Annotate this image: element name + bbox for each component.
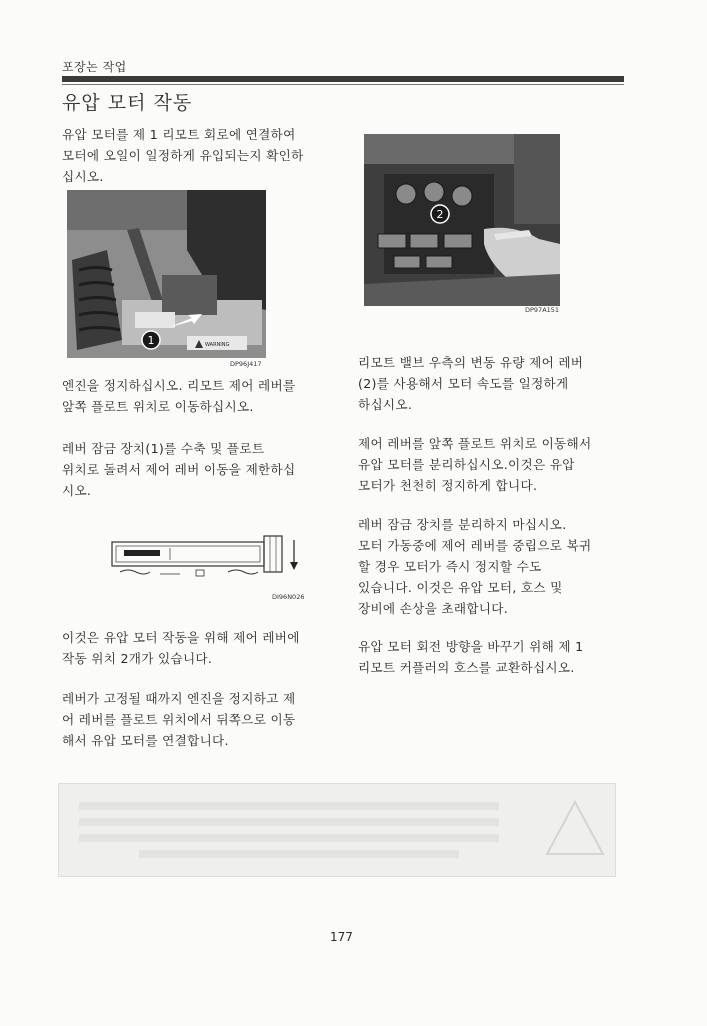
intro-paragraph: 유압 모터를 제 1 리모트 회로에 연결하여 모터에 오일이 일정하게 유입되는지 확인하 십시오. (62, 127, 304, 184)
caution-paragraph: 레버 잠금 장치를 분리하지 마십시오. 모터 가동중에 제어 레버를 중립으로 복귀 할 경우 모터가 즉시 정지할 수도 있습니다. 이것은 유압 모터, 호스 및 장비에 손상을 초래합니다. (358, 517, 592, 616)
connect-paragraph: 레버가 고정될 때까지 엔진을 정지하고 제 어 레버를 플로트 위치에서 뒤쪽으로 이동 해서 유압 모터를 연결합니다. (62, 691, 296, 748)
caution-triangle-icon (543, 798, 607, 858)
warning-sticker-text: WARNING (205, 342, 230, 348)
header-rule-thin (62, 84, 624, 85)
step-stop-engine: 엔진을 정지하십시오. 리모트 제어 레버를 앞쪽 플로트 위치로 이동하십시오. (62, 378, 296, 414)
disconnect-paragraph: 제어 레버를 앞쪽 플로트 위치로 이동해서 유압 모터를 분리하십시오.이것은 유압 모터가 천천히 정지하게 합니다. (358, 436, 592, 493)
figure-remote-valve-photo (364, 134, 560, 306)
detents-paragraph: 이것은 유압 모터 작동을 위해 제어 레버에 작동 위치 2개가 있습니다. (62, 630, 300, 666)
flow-control-paragraph: 리모트 밸브 우측의 변동 유량 제어 레버 (2)를 사용해서 모터 속도를 일정하게 하십시오. (358, 355, 584, 412)
page-title: 유압 모터 작동 (62, 92, 193, 114)
step-lever-lock: 레버 잠금 장치(1)를 수축 및 플로트 위치로 돌려서 제어 레버 이동을 제한하십 시오. (62, 441, 296, 498)
header-rule (62, 76, 624, 82)
warning-box (58, 783, 616, 877)
section-label: 포장논 작업 (62, 60, 127, 74)
figure1-caption: DP96J417 (230, 360, 262, 368)
figure3-callout: 2 (436, 208, 444, 221)
reverse-direction-paragraph: 유압 모터 회전 방향을 바꾸기 위해 제 1 리모트 커플러의 호스를 교환하십시오. (358, 639, 584, 675)
figure3-caption: DP97A151 (525, 306, 560, 314)
figure-lever-lock-photo (67, 190, 266, 358)
figure1-callout: 1 (147, 334, 155, 347)
lever-detent-drawing (110, 528, 300, 590)
remote-valve-illustration (364, 134, 560, 306)
page-number: 177 (330, 930, 353, 944)
lever-lock-illustration (67, 190, 266, 358)
figure2-caption: DI96N026 (272, 593, 305, 601)
figure-lever-diagram (110, 528, 300, 590)
